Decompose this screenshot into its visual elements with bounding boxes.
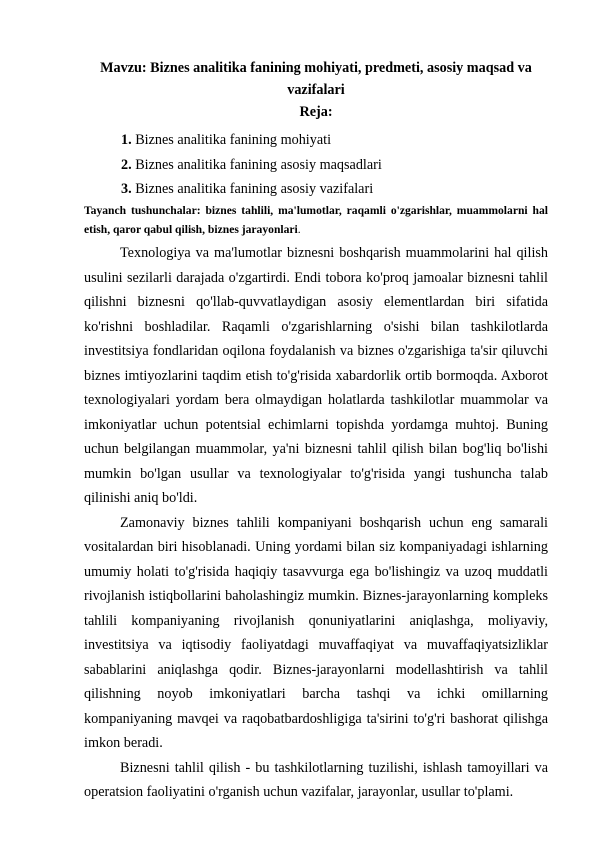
keywords-block: Tayanch tushunchalar: biznes tahlili, ma'lumotlar, raqamli o'zgarishlar, muammolarni hal etish, qaror qabul qilish, biznes jarayonlari.: [84, 204, 549, 236]
plan-heading: Reja:: [299, 104, 333, 120]
keywords-label: Tayanch tushunchalar: [84, 204, 197, 217]
plan-item: [121, 128, 382, 153]
paragraph: Biznesni tahlil qilish - bu tashkilotlarning tuzilishi, ishlash tamoyillari va operatsion faoliyatini o'rganish uchun vazifalar, jarayonlar, usullar to'plami.: [84, 759, 548, 800]
plan-item-text: Biznes analitika fanining asosiy maqsadlari: [135, 156, 382, 173]
plan-item: [121, 177, 382, 202]
plan-item-text: Biznes analitika fanining mohiyati: [135, 132, 332, 148]
plan-item-text: Biznes analitika fanining asosiy vazifalari: [135, 181, 374, 197]
paragraph: Texnologiya va ma'lumotlar biznesni boshqarish muammolarini hal qilish usulini sezilarli darajada o'zgartirdi. Endi tobora ko'proq jamoalar biznesni tahlil qilishni biznesni qo'llab-quvvatlaydigan asosiy elementlardan biri sifatida ko'rishni boshladilar. Raqamli o'zgarishlarning o'sishi bilan tashkilotlarda investitsiya fondlaridan oqilona foydalanish va biznes o'zgarishiga ta'sir qiluvchi biznes imtiyozlarini taqdim etish to'g'risida xabardorlik ortib bormoqda. Axborot texnologiyalari yordam bera olmaydigan holatlarda tashkilotlar muammolar va imkoniyatlar uchun potentsial echimlarni topishda yordamga muhtoj. Buning uchun belgilangan muammolar, ya'ni biznesni tahlil qilish bilan bog'liq bo'lishi mumkin bo'lgan usullar va texnologiyalar to'g'risida yangi tushuncha talab qilinishi aniq bo'ldi.: [84, 245, 548, 506]
document-title: Mavzu: Biznes analitika fanining mohiyati, predmeti, asosiy maqsad va vazifalari: [100, 60, 532, 98]
keywords-terms: biznes tahlili, ma'lumotlar, raqamli o'zgarishlar, muammolarni hal etish, qaror qabul qilish, biznes jarayonlari: [84, 204, 549, 236]
plan-item-number: 3.: [121, 181, 132, 197]
body-text: [84, 241, 548, 805]
plan-item: [121, 153, 382, 178]
plan-item-number: 2.: [121, 156, 132, 173]
plan-item-number: 1.: [121, 132, 132, 148]
plan-list: [121, 128, 382, 202]
paragraph: Zamonaviy biznes tahlili kompaniyani boshqarish uchun eng samarali vositalardan biri hisoblanadi. Uning yordami bilan siz kompaniyadagi ishlarning umumiy holati to'g'risida haqiqiy tasavvurga ega bo'lishingiz va uzoq muddatli rivojlanish istiqbollarini baholashingiz mumkin. Biznes-jarayonlarning kompleks tahlili kompaniyaning rivojlanish qonuniyatlarini aniqlashga, moliyaviy, investitsiya va iqtisodiy faoliyatdagi muvaffaqiyat va muvaffaqiyatsizliklar sabablarini aniqlashga qodir. Biznes-jarayonlarni modellashtirish va tahlil qilishning noyob imkoniyatlari barcha tashqi va ichki omillarning kompaniyaning mavqei va raqobatbardoshligiga ta'sirini to'g'ri bashorat qilishga imkon beradi.: [84, 514, 548, 751]
